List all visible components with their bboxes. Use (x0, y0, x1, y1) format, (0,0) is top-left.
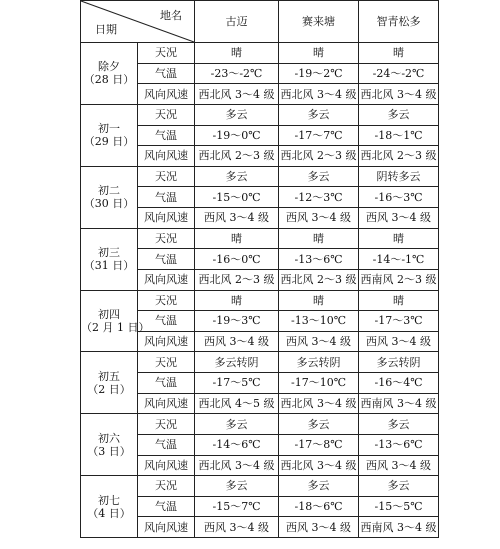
day-date: （2 日） (87, 382, 131, 396)
condition-value-cell: 晴 (279, 43, 359, 64)
attribute-label-temperature: 气温 (138, 373, 195, 394)
temperature-value-cell: -17～10℃ (279, 373, 359, 394)
temperature-value-cell: -14～-1℃ (359, 249, 439, 270)
day-cell (81, 414, 138, 476)
table-row (81, 228, 439, 249)
attribute-label-wind: 风向风速 (138, 269, 195, 290)
condition-value-cell: 晴 (359, 43, 439, 64)
attribute-label-wind: 风向风速 (138, 146, 195, 167)
attribute-label-condition: 天况 (138, 104, 195, 125)
temperature-value-cell: -15～5℃ (359, 496, 439, 517)
condition-value-cell: 多云转阴 (279, 352, 359, 373)
attribute-label-wind: 风向风速 (138, 331, 195, 352)
wind-value-cell: 西风 3～4 级 (195, 517, 279, 538)
wind-value-cell: 西北风 4～5 级 (195, 393, 279, 414)
attribute-label-temperature: 气温 (138, 311, 195, 332)
day-date: （3 日） (87, 444, 131, 458)
temperature-value-cell: -16～4℃ (359, 373, 439, 394)
day-cell (81, 228, 138, 290)
attribute-label-wind: 风向风速 (138, 455, 195, 476)
condition-value-cell: 晴 (359, 228, 439, 249)
attribute-label-condition: 天况 (138, 228, 195, 249)
wind-value-cell: 西北风 3～4 级 (279, 393, 359, 414)
attribute-label-temperature: 气温 (138, 125, 195, 146)
wind-value-cell: 西风 3～4 级 (359, 208, 439, 229)
day-date: （28 日） (83, 73, 135, 87)
condition-value-cell: 多云 (279, 104, 359, 125)
table-row (81, 476, 439, 497)
condition-value-cell: 晴 (195, 228, 279, 249)
place-header-zhiqingsongduo: 智青松多 (359, 1, 439, 43)
wind-value-cell: 西北风 3～4 级 (195, 84, 279, 105)
table-row (81, 43, 439, 64)
table-row (81, 290, 439, 311)
condition-value-cell: 晴 (279, 228, 359, 249)
day-date: （29 日） (83, 135, 135, 149)
day-cell (81, 290, 150, 352)
condition-value-cell: 多云 (279, 414, 359, 435)
wind-value-cell: 西北风 3～4 级 (359, 84, 439, 105)
day-cell (81, 43, 138, 105)
wind-value-cell: 西南风 3～4 级 (359, 393, 439, 414)
attribute-label-condition: 天况 (138, 290, 195, 311)
weather-forecast-table (80, 0, 439, 538)
condition-value-cell: 多云转阴 (195, 352, 279, 373)
attribute-label-temperature: 气温 (138, 187, 195, 208)
wind-value-cell: 西风 3～4 级 (195, 331, 279, 352)
condition-value-cell: 多云 (195, 476, 279, 497)
condition-value-cell: 多云 (279, 476, 359, 497)
attribute-label-wind: 风向风速 (138, 84, 195, 105)
temperature-value-cell: -17～5℃ (195, 373, 279, 394)
place-header-sailaitang: 赛来塘 (279, 1, 359, 43)
wind-value-cell: 西风 3～4 级 (279, 208, 359, 229)
temperature-value-cell: -19～2℃ (279, 63, 359, 84)
condition-value-cell: 阴转多云 (359, 166, 439, 187)
day-date: （2 月 1 日） (81, 320, 150, 334)
day-name: 初六 (98, 431, 120, 445)
day-date: （30 日） (83, 197, 135, 211)
temperature-value-cell: -12～3℃ (279, 187, 359, 208)
wind-value-cell: 西北风 2～3 级 (279, 146, 359, 167)
day-cell (81, 352, 138, 414)
condition-value-cell: 多云 (195, 104, 279, 125)
wind-value-cell: 西风 3～4 级 (279, 517, 359, 538)
day-date: （4 日） (87, 506, 131, 520)
temperature-value-cell: -17～8℃ (279, 434, 359, 455)
table-row (81, 352, 439, 373)
day-name: 初四 (98, 307, 120, 321)
date-axis-label: 日期 (95, 23, 117, 36)
attribute-label-wind: 风向风速 (138, 393, 195, 414)
day-cell (81, 166, 138, 228)
place-header-gumai: 古迈 (195, 1, 279, 43)
table-row (81, 166, 439, 187)
wind-value-cell: 西北风 2～3 级 (195, 269, 279, 290)
day-name: 初五 (98, 369, 120, 383)
table-row (81, 104, 439, 125)
header-corner-cell (81, 1, 195, 43)
temperature-value-cell: -17～3℃ (359, 311, 439, 332)
temperature-value-cell: -16～0℃ (195, 249, 279, 270)
condition-value-cell: 晴 (195, 43, 279, 64)
attribute-label-wind: 风向风速 (138, 517, 195, 538)
condition-value-cell: 晴 (359, 290, 439, 311)
temperature-value-cell: -13～6℃ (279, 249, 359, 270)
attribute-label-condition: 天况 (138, 414, 195, 435)
table-row (81, 414, 439, 435)
condition-value-cell: 多云 (359, 104, 439, 125)
temperature-value-cell: -23～-2℃ (195, 63, 279, 84)
attribute-label-wind: 风向风速 (138, 208, 195, 229)
attribute-label-temperature: 气温 (138, 249, 195, 270)
temperature-value-cell: -13～6℃ (359, 434, 439, 455)
condition-value-cell: 多云 (195, 166, 279, 187)
wind-value-cell: 西风 3～4 级 (279, 331, 359, 352)
wind-value-cell: 西风 3～4 级 (359, 331, 439, 352)
attribute-label-condition: 天况 (138, 352, 195, 373)
day-cell (81, 104, 138, 166)
temperature-value-cell: -18～6℃ (279, 496, 359, 517)
wind-value-cell: 西南风 3～4 级 (359, 517, 439, 538)
wind-value-cell: 西北风 2～3 级 (195, 146, 279, 167)
wind-value-cell: 西北风 3～4 级 (195, 455, 279, 476)
temperature-value-cell: -15～0℃ (195, 187, 279, 208)
day-name: 初二 (98, 184, 120, 198)
condition-value-cell: 晴 (279, 290, 359, 311)
condition-value-cell: 多云 (195, 414, 279, 435)
condition-value-cell: 多云 (359, 414, 439, 435)
temperature-value-cell: -13～10℃ (279, 311, 359, 332)
condition-value-cell: 多云转阴 (359, 352, 439, 373)
temperature-value-cell: -19～3℃ (195, 311, 279, 332)
day-name: 初一 (98, 122, 120, 136)
day-date: （31 日） (83, 259, 135, 273)
wind-value-cell: 西风 3～4 级 (359, 455, 439, 476)
condition-value-cell: 晴 (195, 290, 279, 311)
wind-value-cell: 西北风 3～4 级 (279, 84, 359, 105)
day-cell (81, 476, 138, 538)
temperature-value-cell: -14～6℃ (195, 434, 279, 455)
attribute-label-temperature: 气温 (138, 63, 195, 84)
attribute-label-condition: 天况 (138, 43, 195, 64)
temperature-value-cell: -15～7℃ (195, 496, 279, 517)
temperature-value-cell: -19～0℃ (195, 125, 279, 146)
wind-value-cell: 西风 3～4 级 (195, 208, 279, 229)
day-name: 除夕 (98, 60, 120, 74)
attribute-label-condition: 天况 (138, 166, 195, 187)
forecast-body (81, 43, 439, 538)
temperature-value-cell: -18～1℃ (359, 125, 439, 146)
wind-value-cell: 西北风 2～3 级 (279, 269, 359, 290)
day-name: 初七 (98, 493, 120, 507)
place-axis-label: 地名 (160, 9, 182, 22)
temperature-value-cell: -17～7℃ (279, 125, 359, 146)
day-name: 初三 (98, 246, 120, 260)
attribute-label-temperature: 气温 (138, 434, 195, 455)
condition-value-cell: 多云 (359, 476, 439, 497)
wind-value-cell: 西北风 2～3 级 (359, 146, 439, 167)
header-row (81, 1, 439, 43)
wind-value-cell: 西南风 2～3 级 (359, 269, 439, 290)
condition-value-cell: 多云 (279, 166, 359, 187)
temperature-value-cell: -24～-2℃ (359, 63, 439, 84)
wind-value-cell: 西北风 3～4 级 (279, 455, 359, 476)
temperature-value-cell: -16～3℃ (359, 187, 439, 208)
attribute-label-temperature: 气温 (138, 496, 195, 517)
attribute-label-condition: 天况 (138, 476, 195, 497)
